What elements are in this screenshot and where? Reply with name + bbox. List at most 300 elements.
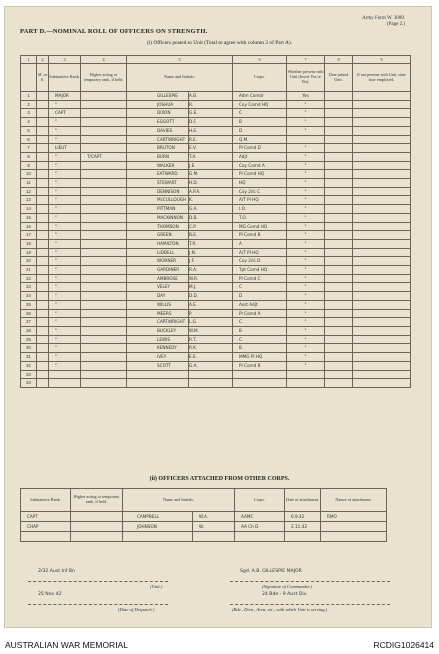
empty-cell bbox=[37, 292, 49, 301]
initials-cell: G.M. bbox=[189, 170, 233, 179]
table-row bbox=[21, 213, 411, 222]
empty-cell bbox=[325, 205, 353, 214]
signature-line bbox=[230, 581, 390, 582]
empty-cell bbox=[325, 335, 353, 344]
despatch-line bbox=[28, 604, 168, 605]
empty-cell bbox=[37, 100, 49, 109]
empty-cell bbox=[325, 161, 353, 170]
table-row bbox=[21, 309, 411, 318]
empty-cell bbox=[353, 135, 411, 144]
table-row bbox=[21, 187, 411, 196]
empty-cell bbox=[353, 109, 411, 118]
acting-rank-cell bbox=[81, 100, 127, 109]
empty-cell bbox=[353, 222, 411, 231]
empty-cell bbox=[37, 379, 49, 388]
corps-cell: Pl Comd HQ bbox=[233, 170, 287, 179]
initials-cell: R.T. bbox=[189, 335, 233, 344]
signature-value: Sgd. A.B. GILLESPIE MAJOR bbox=[240, 569, 302, 574]
serial-number: 18 bbox=[21, 239, 37, 248]
empty-cell bbox=[37, 92, 49, 101]
name-cell: BRUTON bbox=[127, 144, 189, 153]
corps-cell: Asst Adjt bbox=[233, 300, 287, 309]
serving-line bbox=[230, 604, 390, 605]
table-row bbox=[21, 144, 411, 153]
column-number: 8 bbox=[325, 56, 353, 64]
present-cell: " bbox=[287, 266, 325, 275]
empty-cell bbox=[325, 248, 353, 257]
empty-cell bbox=[37, 109, 49, 118]
present-cell: " bbox=[287, 257, 325, 266]
present-cell: " bbox=[287, 335, 325, 344]
empty-cell bbox=[325, 239, 353, 248]
initials-cell: J.N. bbox=[189, 248, 233, 257]
corps-cell bbox=[233, 370, 287, 379]
table-row bbox=[21, 100, 411, 109]
serial-number: 20 bbox=[21, 257, 37, 266]
initials-cell bbox=[189, 370, 233, 379]
rank-cell: " bbox=[49, 309, 81, 318]
empty-cell bbox=[353, 292, 411, 301]
present-cell: " bbox=[287, 248, 325, 257]
corps-cell: Q.M. bbox=[233, 135, 287, 144]
serial-number: 19 bbox=[21, 248, 37, 257]
empty-cell bbox=[353, 257, 411, 266]
officers-roll-table bbox=[20, 55, 411, 388]
corps-cell: B bbox=[233, 344, 287, 353]
attached-name-cell: CAMPBELL bbox=[123, 512, 193, 522]
column-number: 4 bbox=[81, 56, 127, 64]
name-cell: GILLESPIE bbox=[127, 92, 189, 101]
corps-cell: HQ bbox=[233, 179, 287, 188]
attached-init-cell bbox=[193, 532, 235, 542]
name-cell: GARDINER bbox=[127, 266, 189, 275]
present-cell: Yes bbox=[287, 92, 325, 101]
attached-column-header: Corps. bbox=[235, 489, 285, 512]
present-cell bbox=[287, 135, 325, 144]
column-number: 6 bbox=[233, 56, 287, 64]
empty-cell bbox=[37, 161, 49, 170]
attached-rank-cell: CHAP bbox=[21, 522, 71, 532]
acting-rank-cell bbox=[81, 161, 127, 170]
empty-cell bbox=[37, 205, 49, 214]
table-row bbox=[21, 266, 411, 275]
attached-nature-cell bbox=[321, 522, 387, 532]
attached-row bbox=[21, 532, 387, 542]
empty-cell bbox=[37, 196, 49, 205]
empty-cell bbox=[325, 170, 353, 179]
name-cell: SCOTT bbox=[127, 361, 189, 370]
empty-cell bbox=[325, 109, 353, 118]
column-header: Substantive Rank. bbox=[49, 64, 81, 92]
empty-cell bbox=[325, 135, 353, 144]
acting-rank-cell bbox=[81, 248, 127, 257]
empty-cell bbox=[37, 370, 49, 379]
name-cell: BURN bbox=[127, 152, 189, 161]
corps-cell: A/T Pl HQ bbox=[233, 248, 287, 257]
rank-cell: " bbox=[49, 344, 81, 353]
serial-number: 2 bbox=[21, 100, 37, 109]
form-page-text: (Page 2.) bbox=[386, 22, 405, 27]
corps-cell: A/T Pl HQ bbox=[233, 196, 287, 205]
serial-number: 5 bbox=[21, 126, 37, 135]
empty-cell bbox=[37, 300, 49, 309]
present-cell: " bbox=[287, 292, 325, 301]
empty-cell bbox=[325, 231, 353, 240]
empty-cell bbox=[353, 161, 411, 170]
corps-cell: Coy Comd HQ bbox=[233, 100, 287, 109]
empty-cell bbox=[37, 126, 49, 135]
serial-number: 30 bbox=[21, 344, 37, 353]
corps-cell: Adm Comdr bbox=[233, 92, 287, 101]
acting-rank-cell bbox=[81, 283, 127, 292]
present-cell: " bbox=[287, 344, 325, 353]
present-cell bbox=[287, 370, 325, 379]
empty-cell bbox=[353, 370, 411, 379]
empty-cell bbox=[325, 300, 353, 309]
empty-cell bbox=[325, 361, 353, 370]
empty-cell bbox=[353, 353, 411, 362]
attached-nature-cell bbox=[321, 532, 387, 542]
corps-cell: Pl Comd B bbox=[233, 361, 287, 370]
acting-rank-cell bbox=[81, 239, 127, 248]
table-row bbox=[21, 353, 411, 362]
empty-cell bbox=[37, 361, 49, 370]
attached-acting-cell bbox=[71, 522, 123, 532]
serving-label: (Bde., Divn., Area, etc., with which Unit is serving.) bbox=[232, 607, 328, 612]
initials-cell: A.P.A. bbox=[189, 187, 233, 196]
corps-cell bbox=[233, 379, 287, 388]
table-row bbox=[21, 257, 411, 266]
empty-cell bbox=[353, 196, 411, 205]
attached-corps-cell: AA Ch D bbox=[235, 522, 285, 532]
present-cell: " bbox=[287, 109, 325, 118]
rank-cell: " bbox=[49, 266, 81, 275]
column-number: 2 bbox=[37, 56, 49, 64]
name-cell: LEWIS bbox=[127, 335, 189, 344]
empty-cell bbox=[325, 292, 353, 301]
name-cell: DENNISON bbox=[127, 187, 189, 196]
empty-cell bbox=[37, 326, 49, 335]
present-cell: " bbox=[287, 361, 325, 370]
signature-label: (Signature of Commander.) bbox=[262, 584, 312, 589]
watermark-bar bbox=[0, 636, 439, 654]
attached-init-cell: W. bbox=[193, 522, 235, 532]
name-cell: DAY bbox=[127, 292, 189, 301]
attached-name-cell: JOHNSON bbox=[123, 522, 193, 532]
column-header: Whether present with Unit (Insert Yes or No). bbox=[287, 64, 325, 92]
table-row bbox=[21, 222, 411, 231]
rank-cell: MAJOR bbox=[49, 92, 81, 101]
serial-number: 7 bbox=[21, 144, 37, 153]
attached-officers-table bbox=[20, 488, 387, 542]
empty-cell bbox=[37, 213, 49, 222]
empty-cell bbox=[353, 361, 411, 370]
corps-cell: B bbox=[233, 326, 287, 335]
acting-rank-cell bbox=[81, 318, 127, 327]
empty-cell bbox=[37, 257, 49, 266]
name-cell: JOSHUA bbox=[127, 100, 189, 109]
rank-cell: " bbox=[49, 161, 81, 170]
serial-number: 21 bbox=[21, 266, 37, 275]
name-cell: EATWARD bbox=[127, 170, 189, 179]
column-number: 1 bbox=[21, 56, 37, 64]
present-cell: " bbox=[287, 274, 325, 283]
rank-cell: " bbox=[49, 118, 81, 127]
initials-cell: J.E. bbox=[189, 161, 233, 170]
attached-column-header: Name and Initials. bbox=[123, 489, 235, 512]
rank-cell: " bbox=[49, 361, 81, 370]
name-cell: DAVIES bbox=[127, 126, 189, 135]
attached-date-cell: 6.9.42 bbox=[285, 512, 321, 522]
present-cell: " bbox=[287, 205, 325, 214]
empty-cell bbox=[353, 344, 411, 353]
corps-cell: C bbox=[233, 318, 287, 327]
serial-number: 9 bbox=[21, 161, 37, 170]
rank-cell: CAPT bbox=[49, 109, 81, 118]
watermark-left: AUSTRALIAN WAR MEMORIAL bbox=[5, 640, 128, 650]
corps-cell: I.O. bbox=[233, 205, 287, 214]
column-number: 7 bbox=[287, 56, 325, 64]
serial-number: 25 bbox=[21, 300, 37, 309]
column-header: Name and Initials. bbox=[127, 64, 233, 92]
acting-rank-cell bbox=[81, 292, 127, 301]
attached-name-cell bbox=[123, 532, 193, 542]
empty-cell bbox=[37, 118, 49, 127]
initials-cell: G.A. bbox=[189, 205, 233, 214]
name-cell bbox=[127, 379, 189, 388]
acting-rank-cell bbox=[81, 222, 127, 231]
corps-cell: C bbox=[233, 109, 287, 118]
column-header: Corps. bbox=[233, 64, 287, 92]
rank-cell: " bbox=[49, 318, 81, 327]
initials-cell: B.E. bbox=[189, 231, 233, 240]
acting-rank-cell bbox=[81, 118, 127, 127]
name-cell: CARTWRIGHT bbox=[127, 135, 189, 144]
initials-cell: P. bbox=[189, 309, 233, 318]
present-cell: " bbox=[287, 179, 325, 188]
empty-cell bbox=[353, 126, 411, 135]
initials-cell: R. bbox=[189, 100, 233, 109]
table-row bbox=[21, 370, 411, 379]
empty-cell bbox=[325, 344, 353, 353]
name-cell: BUCKLEY bbox=[127, 326, 189, 335]
initials-cell: D.D. bbox=[189, 292, 233, 301]
attached-rank-cell bbox=[21, 532, 71, 542]
initials-cell: H.D. bbox=[189, 179, 233, 188]
corps-cell: Tpt Comd HQ bbox=[233, 266, 287, 275]
initials-cell: T.R. bbox=[189, 239, 233, 248]
empty-cell bbox=[325, 222, 353, 231]
unit-value: 2/32 Aust Inf Bn bbox=[38, 569, 75, 574]
empty-cell bbox=[325, 152, 353, 161]
present-cell: " bbox=[287, 213, 325, 222]
name-cell: WALKER bbox=[127, 161, 189, 170]
acting-rank-cell bbox=[81, 205, 127, 214]
acting-rank-cell bbox=[81, 170, 127, 179]
empty-cell bbox=[353, 335, 411, 344]
initials-cell: C.P. bbox=[189, 222, 233, 231]
empty-cell bbox=[353, 274, 411, 283]
acting-rank-cell bbox=[81, 274, 127, 283]
empty-cell bbox=[37, 344, 49, 353]
serial-number: 28 bbox=[21, 326, 37, 335]
empty-cell bbox=[37, 144, 49, 153]
rank-cell: " bbox=[49, 196, 81, 205]
serial-number: 23 bbox=[21, 283, 37, 292]
empty-cell bbox=[353, 300, 411, 309]
acting-rank-cell bbox=[81, 326, 127, 335]
empty-cell bbox=[353, 231, 411, 240]
column-number: 3 bbox=[49, 56, 81, 64]
acting-rank-cell bbox=[81, 300, 127, 309]
empty-cell bbox=[353, 100, 411, 109]
table-row bbox=[21, 126, 411, 135]
attached-row bbox=[21, 512, 387, 522]
attached-column-header: Nature of attachment. bbox=[321, 489, 387, 512]
rank-cell: LIEUT bbox=[49, 144, 81, 153]
empty-cell bbox=[37, 318, 49, 327]
table-row bbox=[21, 135, 411, 144]
watermark-right: RCDIG1026414 bbox=[373, 640, 434, 650]
initials-cell: M.J. bbox=[189, 283, 233, 292]
acting-rank-cell bbox=[81, 353, 127, 362]
initials-cell bbox=[189, 379, 233, 388]
present-cell: " bbox=[287, 222, 325, 231]
serial-number: 14 bbox=[21, 205, 37, 214]
table-row bbox=[21, 274, 411, 283]
corps-cell: C bbox=[233, 283, 287, 292]
attached-corps-cell bbox=[235, 532, 285, 542]
name-cell: THOMSON bbox=[127, 222, 189, 231]
empty-cell bbox=[353, 248, 411, 257]
acting-rank-cell bbox=[81, 361, 127, 370]
serial-number: 32 bbox=[21, 361, 37, 370]
empty-cell bbox=[37, 179, 49, 188]
present-cell: " bbox=[287, 318, 325, 327]
acting-rank-cell bbox=[81, 231, 127, 240]
table-row bbox=[21, 170, 411, 179]
empty-cell bbox=[353, 239, 411, 248]
empty-cell bbox=[37, 283, 49, 292]
rank-cell: " bbox=[49, 213, 81, 222]
attached-nature-cell: RMO bbox=[321, 512, 387, 522]
name-cell: CARTWRIGHT bbox=[127, 318, 189, 327]
table-row bbox=[21, 92, 411, 101]
acting-rank-cell bbox=[81, 309, 127, 318]
empty-cell bbox=[353, 309, 411, 318]
rank-cell: " bbox=[49, 239, 81, 248]
present-cell: " bbox=[287, 239, 325, 248]
acting-rank-cell bbox=[81, 370, 127, 379]
rank-cell: " bbox=[49, 179, 81, 188]
table-row bbox=[21, 361, 411, 370]
name-cell: MEERS bbox=[127, 309, 189, 318]
rank-cell: " bbox=[49, 231, 81, 240]
corps-cell: C bbox=[233, 335, 287, 344]
empty-cell bbox=[353, 326, 411, 335]
empty-cell bbox=[325, 126, 353, 135]
present-cell: " bbox=[287, 118, 325, 127]
attached-init-cell: W.A. bbox=[193, 512, 235, 522]
serial-number: 31 bbox=[21, 353, 37, 362]
name-cell: WILLIS bbox=[127, 300, 189, 309]
initials-cell: A.E. bbox=[189, 300, 233, 309]
corps-cell: MG Comd HQ bbox=[233, 222, 287, 231]
table-row bbox=[21, 248, 411, 257]
empty-cell bbox=[37, 187, 49, 196]
table-row bbox=[21, 292, 411, 301]
empty-cell bbox=[325, 309, 353, 318]
name-cell: IVEY bbox=[127, 353, 189, 362]
acting-rank-cell bbox=[81, 92, 127, 101]
form-number-text: Army Form W. 3009. bbox=[362, 16, 405, 21]
acting-rank-cell bbox=[81, 266, 127, 275]
empty-cell bbox=[325, 257, 353, 266]
empty-cell bbox=[353, 187, 411, 196]
empty-cell bbox=[37, 239, 49, 248]
rank-cell bbox=[49, 379, 81, 388]
table-row bbox=[21, 118, 411, 127]
form-number bbox=[362, 16, 405, 28]
rank-cell: " bbox=[49, 100, 81, 109]
corps-cell: Coy 2/ic D bbox=[233, 257, 287, 266]
corps-cell: D bbox=[233, 126, 287, 135]
empty-cell bbox=[37, 274, 49, 283]
serial-number: 27 bbox=[21, 318, 37, 327]
acting-rank-cell bbox=[81, 179, 127, 188]
empty-cell bbox=[353, 179, 411, 188]
section-subtitle: (i) Officers posted to Unit (Total to agree with column 2 of Part A). bbox=[146, 40, 293, 46]
initials-cell: G.E. bbox=[189, 109, 233, 118]
table-row bbox=[21, 231, 411, 240]
empty-cell bbox=[325, 274, 353, 283]
table-row bbox=[21, 109, 411, 118]
empty-cell bbox=[37, 353, 49, 362]
serial-number: 10 bbox=[21, 170, 37, 179]
acting-rank-cell bbox=[81, 335, 127, 344]
attached-acting-cell bbox=[71, 532, 123, 542]
rank-cell: " bbox=[49, 257, 81, 266]
rank-cell: " bbox=[49, 353, 81, 362]
serial-number: 29 bbox=[21, 335, 37, 344]
initials-cell: G.A. bbox=[189, 361, 233, 370]
present-cell: " bbox=[287, 100, 325, 109]
serial-number: 6 bbox=[21, 135, 37, 144]
acting-rank-cell: T/CAPT bbox=[81, 152, 127, 161]
initials-cell: R.A. bbox=[189, 266, 233, 275]
rank-cell: " bbox=[49, 152, 81, 161]
empty-cell bbox=[325, 144, 353, 153]
serial-number: 3 bbox=[21, 109, 37, 118]
part-title: PART D.—NOMINAL ROLL OF OFFICERS ON STRENGTH. bbox=[20, 28, 208, 35]
empty-cell bbox=[325, 118, 353, 127]
acting-rank-cell bbox=[81, 109, 127, 118]
corps-cell: Adjt bbox=[233, 152, 287, 161]
acting-rank-cell bbox=[81, 344, 127, 353]
initials-cell: T.A. bbox=[189, 152, 233, 161]
rank-cell: " bbox=[49, 187, 81, 196]
name-cell bbox=[127, 370, 189, 379]
empty-cell bbox=[353, 152, 411, 161]
column-number: 5 bbox=[127, 56, 233, 64]
empty-cell bbox=[325, 196, 353, 205]
initials-cell: E.V. bbox=[189, 144, 233, 153]
rank-cell: " bbox=[49, 326, 81, 335]
serial-number: 24 bbox=[21, 292, 37, 301]
acting-rank-cell bbox=[81, 379, 127, 388]
name-cell: HAMILTON bbox=[127, 239, 189, 248]
empty-cell bbox=[325, 318, 353, 327]
